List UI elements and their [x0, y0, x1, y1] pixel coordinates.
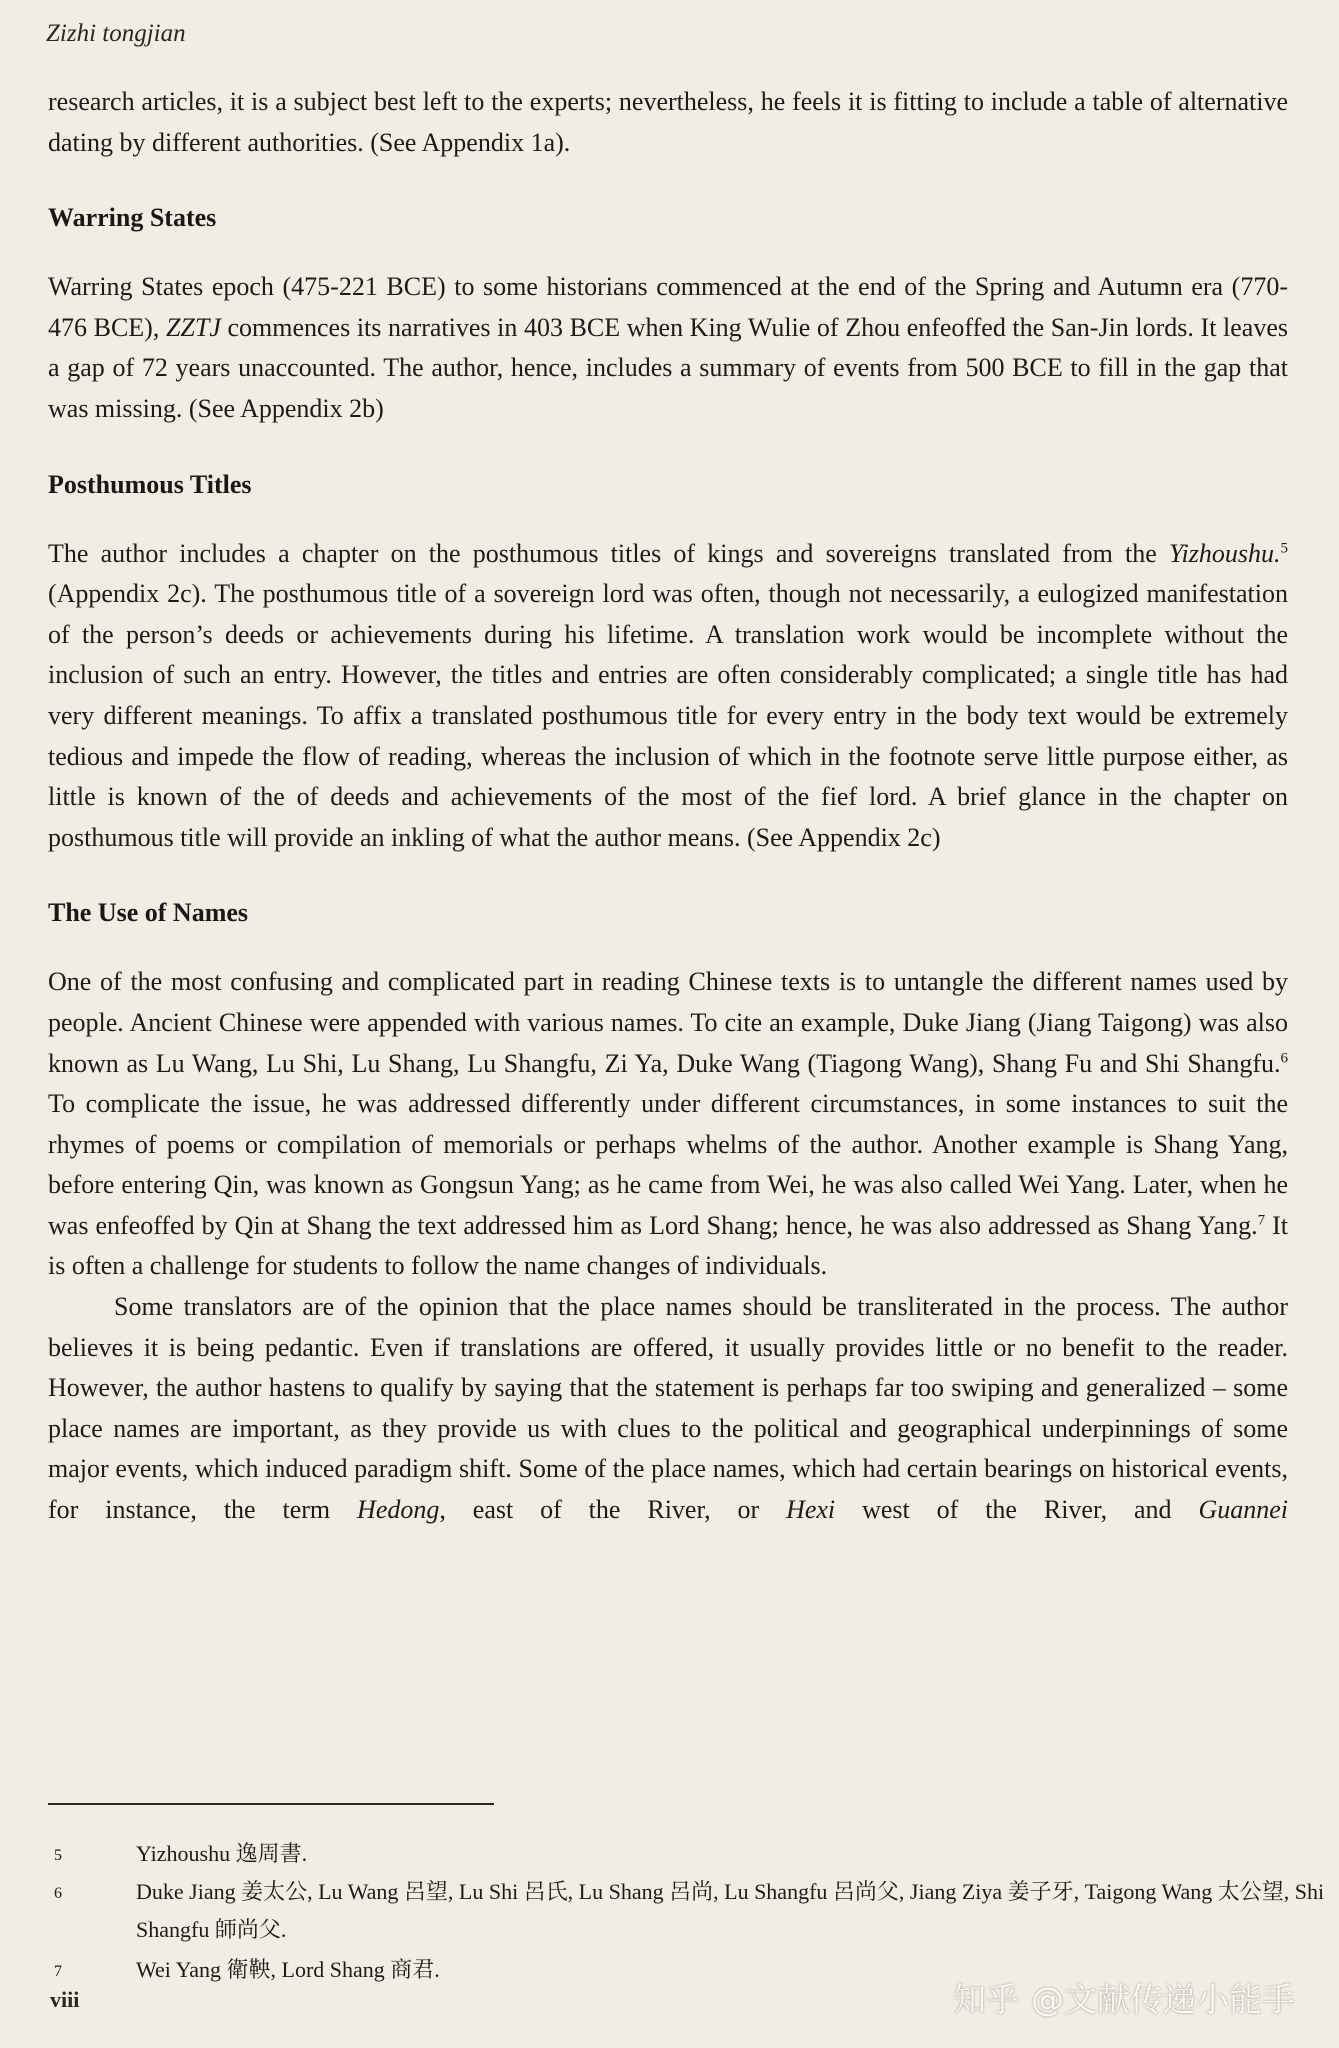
watermark-text: @文献传递小能手: [1031, 1980, 1295, 2019]
footnote-text: Duke Jiang 姜太公, Lu Wang 呂望, Lu Shi 呂氏, Lu Shang 呂尚, Lu Shangfu 呂尚父, Jiang Ziya 姜子牙, Taigong Wang 太公望, Shi Shangfu 師尚父.: [136, 1879, 1325, 1942]
intro-paragraph: research articles, it is a subject best left to the experts; nevertheless, he feels it is fitting to include a table of alternative dating by different authorities. (See Appendix 1a).: [48, 87, 1288, 157]
warring-states-paragraph: Warring States epoch (475-221 BCE) to some historians commenced at the end of the Spring and Autumn era (770-476 BCE), ZZTJ commences its narratives in 403 BCE when King Wulie of Zhou enfeoffed the San-Jin lords. It leaves a gap of 72 years unaccounted. The author, hence, includes a summary of events from 500 BCE to fill in the gap that was missing. (See Appendix 2b): [48, 272, 1288, 423]
footnote-separator: [48, 1803, 494, 1805]
heading-warring-states: Warring States: [48, 203, 217, 233]
emphasis-zztj: ZZTJ: [165, 312, 221, 342]
posthumous-titles-paragraph: The author includes a chapter on the posthumous titles of kings and sovereigns translated from the Yizhoushu.$^5$ (Appendix 2c). The posthumous title of a sovereign lord was often, though not necessarily, a eulogized manifestation of the person’s deeds or achievements during his lifetime. A translation work would be incomplete without the inclusion of such an entry. However, the titles and entries are often considerably complicated; a single title has had very different meanings. To affix a translated posthumous title for every entry in the body text would be extremely tedious and impede the flow of reading, whereas the inclusion of which in the footnote serve little purpose either, as little is known of the of deeds and achievements of the most of the fief lord. A brief glance in the chapter on posthumous title will provide an inkling of what the author means. (See Appendix 2c): [48, 538, 1288, 852]
body-text: [48, 82, 1288, 1531]
footnote-number: 5: [54, 1847, 62, 1864]
heading-use-of-names: The Use of Names: [48, 898, 249, 928]
footnote-number: 7: [54, 1963, 62, 1980]
footnote-ref-5[interactable]: 5: [1280, 539, 1288, 556]
heading-posthumous-titles: Posthumous Titles: [48, 469, 252, 499]
watermark: [953, 1974, 1295, 2021]
running-head: Zizhi tongjian: [46, 20, 186, 47]
footnote-text: Yizhoushu 逸周書.: [136, 1841, 308, 1866]
footnote-number: 6: [54, 1885, 62, 1902]
zhihu-logo-icon: 知乎: [953, 1980, 1019, 2019]
footnote-text: Wei Yang 衛鞅, Lord Shang 商君.: [136, 1957, 440, 1982]
footnote-ref-7[interactable]: 7: [1257, 1212, 1266, 1229]
footnote-ref-6[interactable]: 6: [1280, 1049, 1288, 1066]
emphasis-yizhoushu: Yizhoushu.: [1169, 538, 1281, 568]
use-of-names-paragraph-1: One of the most confusing and complicated part in reading Chinese texts is to untangle the different names used by people. Ancient Chinese were appended with various names. To cite an example, Duke Jiang (Jiang Taigong) was also known as Lu Wang, Lu Shi, Lu Shang, Lu Shangfu, Zi Ya, Duke Wang (Tiagong Wang), Shang Fu and Shi Shangfu.$^6$ To complicate the issue, he was addressed differently under different circumstances, in some instances to suit the rhymes of poems or compilation of memorials or perhaps whelms of the author. Another example is Shang Yang, before entering Qin, was known as Gongsun Yang; as he came from Wei, he was also called Wei Yang. Later, when he was enfeoffed by Qin at Shang the text addressed him as Lord Shang; hence, he was also addressed as Shang Yang.$^7$ It is often a challenge for students to follow the name changes of individuals.: [48, 967, 1288, 1281]
page-number: viii: [50, 1987, 80, 2012]
use-of-names-paragraph-2: Some translators are of the opinion that the place names should be transliterated in the process. The author believes it is being pedantic. Even if translations are offered, it usually provides little or no benefit to the reader. However, the author hastens to qualify by saying that the statement is perhaps far too swiping and generalized – some place names are important, as they provide us with clues to the political and geographical underpinnings of some major events, which induced paradigm shift. Some of the place names, which had certain bearings on historical events, for instance, the term Hedong, east of the River, or Hexi west of the River, and Guannei: [48, 1292, 1288, 1525]
